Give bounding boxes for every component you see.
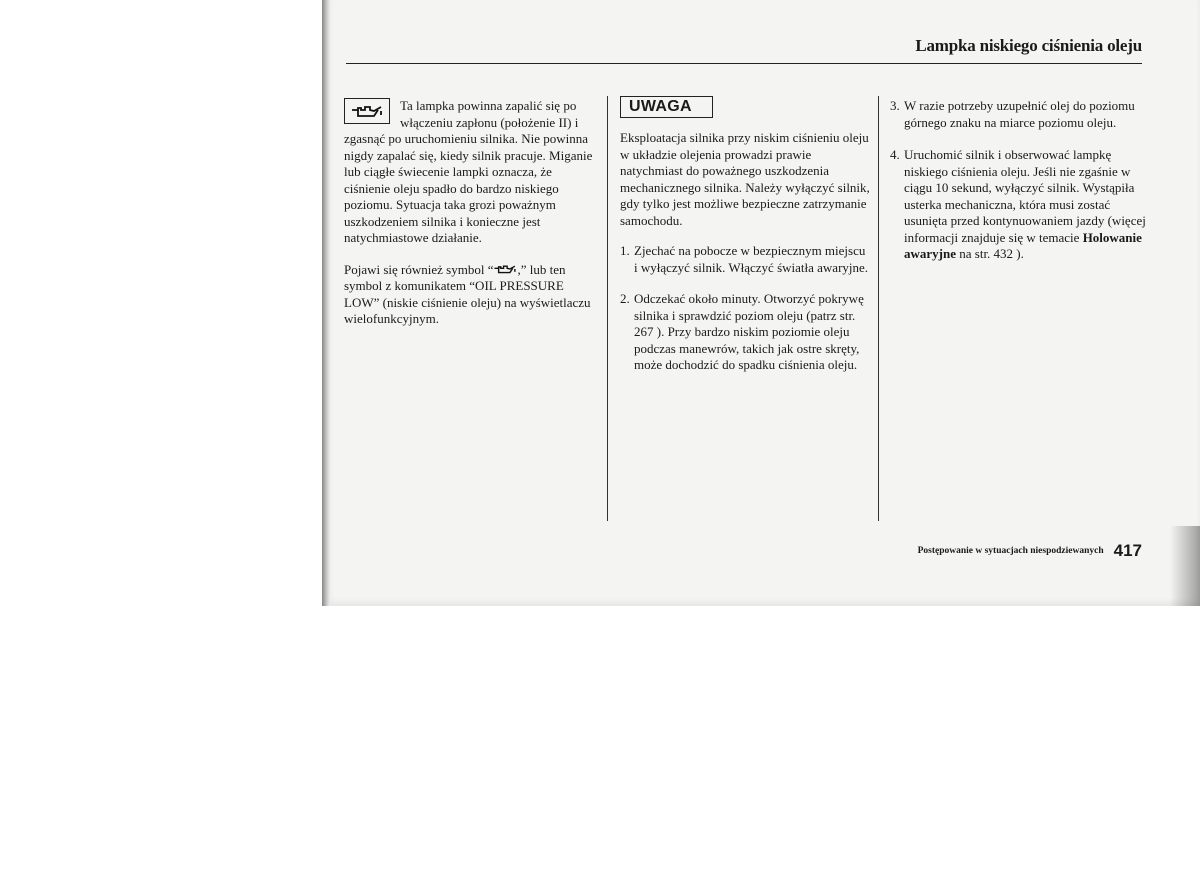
step-text-main: Uruchomić silnik i obserwować lampkę niskiego ciśnienia oleju. Jeśli nie zgaśnie w ciągu 10 sekund, wyłączyć silnik. Wystąpiła usterka mechaniczna, która musi zostać usunięta przed kontynuowaniem jazdy (więcej informacji znajduje się w temacie <box>904 147 1146 245</box>
step-number: 3. <box>890 98 900 113</box>
step-text: Zjechać na pobocze w bezpiecznym miejscu i wyłączyć silnik. Włączyć światła awaryjne. <box>634 243 869 275</box>
symbol-paragraph <box>344 262 598 328</box>
step-number: 1. <box>620 243 630 258</box>
book-spine <box>322 0 330 606</box>
page-number: 417 <box>1113 541 1142 560</box>
towing-reference: Holowanie awaryjne <box>904 229 1142 261</box>
page-corner-shadow <box>1170 526 1200 606</box>
step-number: 4. <box>890 147 900 162</box>
symbol-text-after: ,” lub ten symbol z komunikatem “OIL PRESSURE LOW” (niskie ciśnienie oleju) na wyświetlaczu wielofunkcyjnym. <box>344 261 591 326</box>
symbol-text-before: Pojawi się również symbol “ <box>344 261 494 277</box>
step-text-tail: na str. 432 ). <box>956 246 1024 261</box>
title-divider <box>346 63 1142 64</box>
warning-text: Eksploatacja silnika przy niskim ciśnieniu oleju w układzie olejenia prowadzi prawie natychmiast do poważnego uszkodzenia mechanicznego silnika. Należy wyłączyć silnik, gdy tylko jest możliwe bezpieczne zatrzymanie samochodu. <box>620 130 870 228</box>
oil-pressure-icon <box>350 103 384 119</box>
step-text <box>904 147 1146 263</box>
column-divider-1 <box>607 96 608 521</box>
oil-can-inline-icon <box>493 263 517 275</box>
page-title: Lampka niskiego ciśnienia oleju <box>915 36 1142 55</box>
step-item <box>890 147 1146 263</box>
step-text: Odczekać około minuty. Otworzyć pokrywę silnika i sprawdzić poziom oleju (patrz str. 267 ). Przy bardzo niskim poziomie oleju podczas manewrów, takich jak ostre skręty, może dochodzić do spadku ciśnienia oleju. <box>634 291 864 372</box>
intro-paragraph: Ta lampka powinna zapalić się po włączeniu zapłonu (położenie II) i zgasnąć po uruchomieniu silnika. Nie powinna nigdy zapalać się, kiedy silnik pracuje. Miganie lub ciągłe świecenie lampki oznacza, że ciśnienie oleju spadło do bardzo niskiego poziomu. Sytuacja taka grozi poważnym uszkodzeniem silnika i konieczne jest natychmiastowe działanie. <box>344 98 593 245</box>
middle-column <box>620 96 870 389</box>
column-divider-2 <box>878 96 879 521</box>
step-item <box>620 243 870 276</box>
right-column <box>890 98 1146 279</box>
footer-section-title: Postępowanie w sytuacjach niespodziewanych <box>917 546 1104 556</box>
step-text: W razie potrzeby uzupełnić olej do poziomu górnego znaku na miarce poziomu oleju. <box>904 98 1135 130</box>
page-footer <box>346 541 1142 561</box>
step-item <box>890 98 1146 131</box>
warning-label: UWAGA <box>620 96 713 118</box>
steps-list <box>620 243 870 374</box>
left-column <box>344 98 598 328</box>
step-item <box>620 291 870 374</box>
manual-page <box>330 0 1200 606</box>
step-number: 2. <box>620 291 630 306</box>
oil-pressure-icon-box <box>344 98 390 124</box>
